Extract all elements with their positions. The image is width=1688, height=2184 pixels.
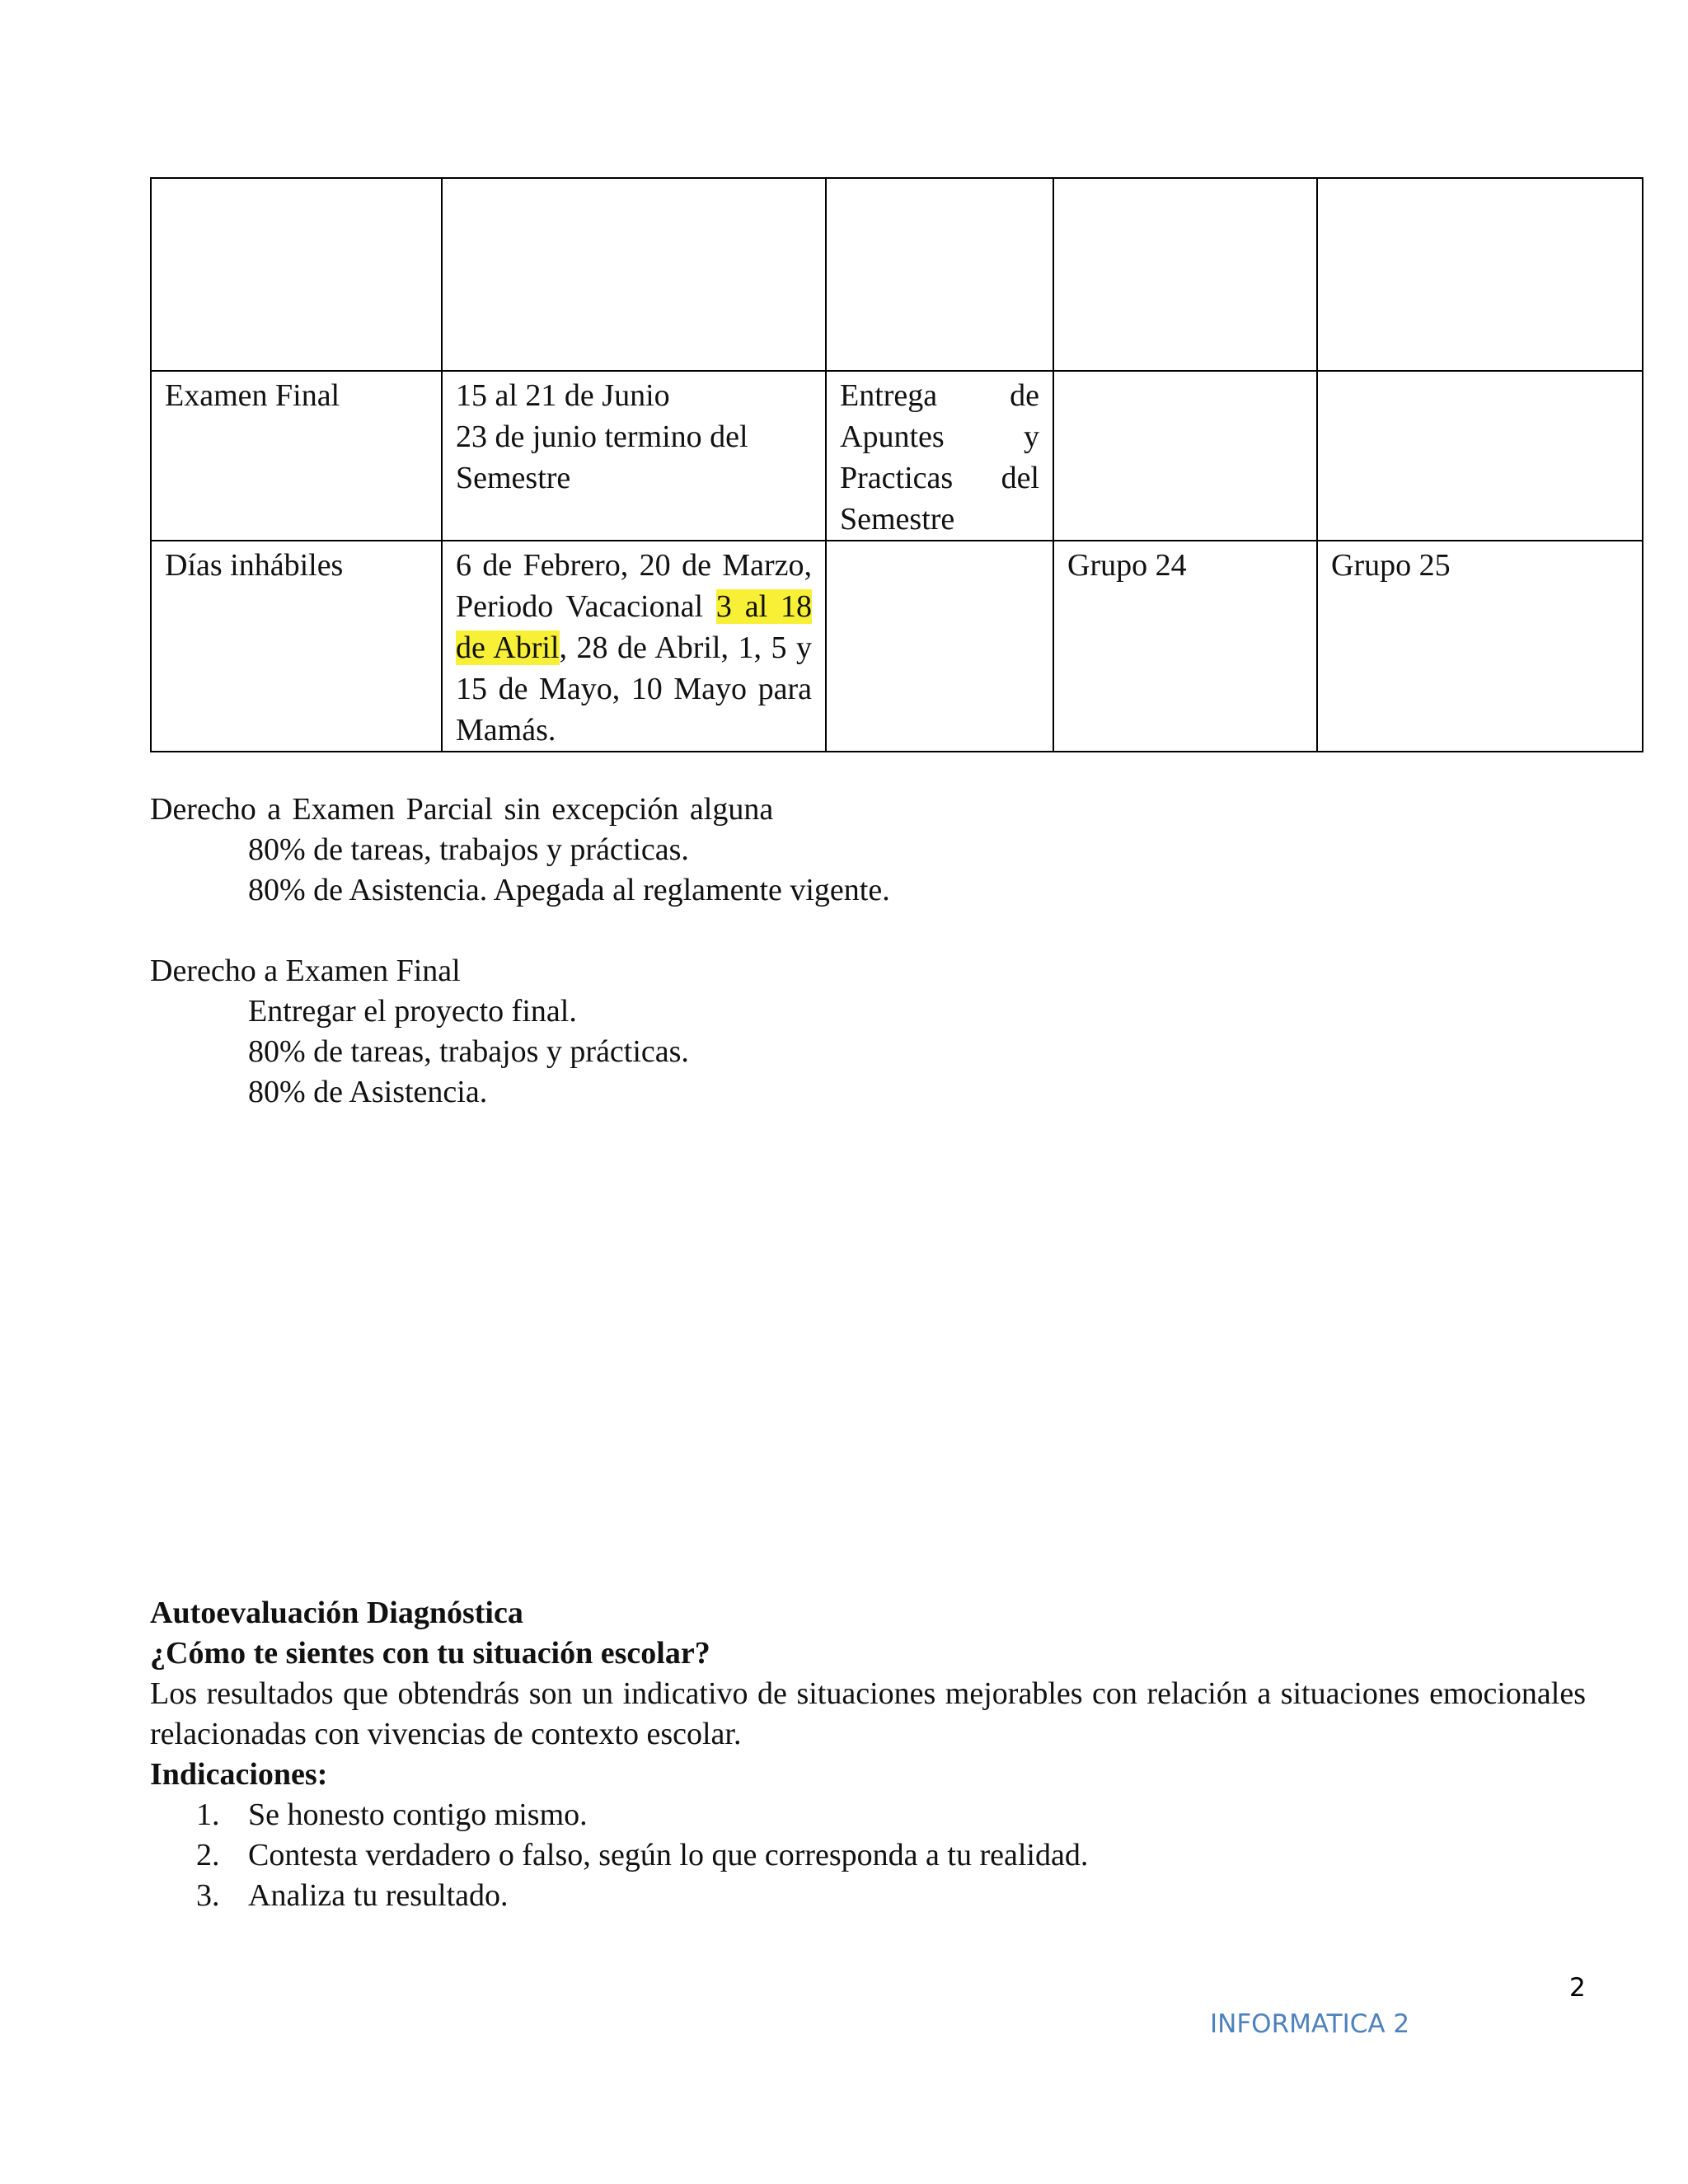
table-row-examen-final <box>151 371 1643 541</box>
table-cell <box>1053 178 1317 371</box>
table-cell-examen-final-label: Examen Final <box>151 371 442 541</box>
table-cell-dias-inhabiles-label: Días inhábiles <box>151 541 442 752</box>
cell-line: Entrega de <box>840 378 1039 413</box>
examen-final-item: Entregar el proyecto final. <box>248 994 577 1029</box>
cell-line: Semestre <box>456 461 571 495</box>
table-cell-grupo-24: Grupo 24 <box>1053 541 1317 752</box>
dates-text-after: , 28 de Abril, 1, 5 y 15 de Mayo, 10 Mayo para Mamás. <box>456 630 813 748</box>
table-cell <box>826 541 1053 752</box>
table-cell <box>442 178 826 371</box>
dates-text-before: 6 de Febrero, 20 de Marzo, Periodo Vacacional <box>456 548 812 624</box>
highlighted-vacation-dates: 3 al 18 de Abril <box>456 589 812 665</box>
table-cell <box>151 178 442 371</box>
table-cell <box>826 178 1053 371</box>
indicaciones-list <box>150 1795 1586 1916</box>
table-row-empty <box>151 178 1643 371</box>
examen-final-section <box>150 951 689 1113</box>
examen-parcial-section <box>150 790 890 911</box>
list-item <box>150 1795 1586 1835</box>
examen-parcial-title: Derecho a Examen Parcial sin excepción alguna <box>150 792 774 827</box>
table-cell-dias-inhabiles-dates <box>442 541 826 752</box>
list-item-number: 3. <box>196 1878 220 1913</box>
examen-parcial-item: 80% de tareas, trabajos y prácticas. <box>248 832 689 867</box>
cell-line: Semestre <box>840 502 955 537</box>
autoevaluacion-body: Los resultados que obtendrás son un indicativo de situaciones mejorables con relación a situaciones emocionales relacionadas con vivencias de contexto escolar. <box>150 1676 1586 1751</box>
table-cell <box>1317 178 1643 371</box>
autoevaluacion-section <box>150 1593 1586 1916</box>
table-cell <box>1317 371 1643 541</box>
table-cell-examen-final-entrega <box>826 371 1053 541</box>
examen-final-item: 80% de tareas, trabajos y prácticas. <box>248 1034 689 1069</box>
table-cell <box>1053 371 1317 541</box>
list-item <box>150 1835 1586 1876</box>
examen-final-title: Derecho a Examen Final <box>150 954 461 988</box>
schedule-table <box>150 177 1643 752</box>
examen-parcial-item: 80% de Asistencia. Apegada al reglamente vigente. <box>248 873 890 907</box>
autoevaluacion-title: Autoevaluación Diagnóstica <box>150 1596 523 1630</box>
autoevaluacion-question: ¿Cómo te sientes con tu situación escolar? <box>150 1636 710 1671</box>
cell-line: Apuntes y <box>840 419 1039 454</box>
table-cell-grupo-25: Grupo 25 <box>1317 541 1643 752</box>
examen-final-item: 80% de Asistencia. <box>248 1075 488 1109</box>
cell-line: 15 al 21 de Junio <box>456 378 670 413</box>
indicaciones-label: Indicaciones: <box>150 1757 328 1792</box>
table-row-dias-inhabiles <box>151 541 1643 752</box>
list-item-text: Analiza tu resultado. <box>248 1878 509 1913</box>
cell-line: 23 de junio termino del <box>456 419 748 454</box>
list-item-number: 2. <box>196 1838 220 1872</box>
table-cell-examen-final-dates <box>442 371 826 541</box>
list-item-text: Se honesto contigo mismo. <box>248 1797 588 1832</box>
footer-title: INFORMATICA 2 <box>1210 2009 1410 2039</box>
list-item-text: Contesta verdadero o falso, según lo que corresponda a tu realidad. <box>248 1838 1089 1872</box>
list-item <box>150 1876 1586 1916</box>
cell-line: Practicas del <box>840 461 1039 495</box>
page-number: 2 <box>1569 1973 1586 2003</box>
list-item-number: 1. <box>196 1797 220 1832</box>
